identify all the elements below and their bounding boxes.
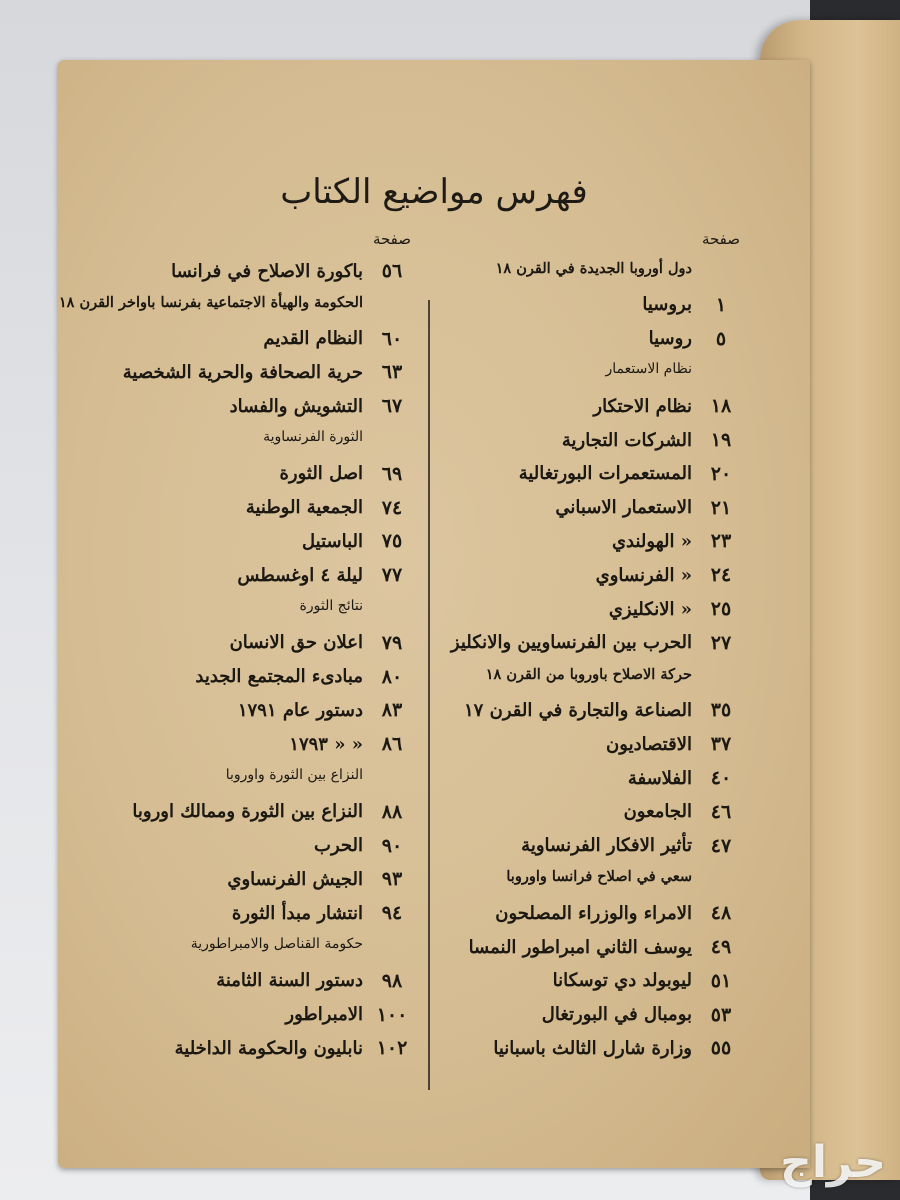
toc-page-number: ١٠٢ (376, 1037, 408, 1060)
toc-page-number: ٨٣ (381, 699, 403, 722)
toc-entry (75, 361, 415, 383)
toc-entry-title: بروسيا (642, 294, 692, 316)
toc-page-number: ٤٨ (710, 902, 732, 925)
toc-entry (75, 328, 415, 350)
toc-entry-title: حرية الصحافة والحرية الشخصية (122, 361, 363, 383)
toc-page-number: ٣٧ (710, 733, 732, 756)
toc-entry (424, 699, 744, 721)
toc-entry-title: انتشار مبدأ الثورة (231, 902, 363, 924)
toc-entry (75, 699, 415, 721)
toc-entry-title: المستعمرات البورتغالية (518, 463, 692, 485)
toc-entry (75, 1004, 415, 1026)
toc-entry (75, 530, 415, 552)
toc-entry-title: ليوبولد دي توسكانا (552, 970, 692, 992)
toc-entry-title: نتائج الثورة (299, 598, 363, 614)
toc-entry-title: الحكومة والهيأة الاجتماعية بفرنسا باواخر القرن ١٨ (58, 293, 363, 311)
toc-entry-title: الحرب (314, 835, 363, 857)
toc-entry-title: سعي في اصلاح فرانسا واوروبا (506, 868, 692, 886)
toc-page-number: ٨٦ (381, 733, 403, 756)
toc-entry-title: دستور عام ١٧٩١ (237, 699, 363, 721)
toc-right-column (424, 230, 744, 1060)
toc-entry (75, 632, 415, 654)
toc-page-number: ٢١ (710, 496, 732, 519)
toc-entry (75, 1037, 415, 1059)
toc-entry (75, 463, 415, 485)
toc-page-number: ٢٣ (710, 530, 732, 553)
toc-entry-title: الاستعمار الاسباني (555, 497, 692, 519)
toc-entry (424, 1037, 744, 1059)
toc-page-number: ٥١ (710, 969, 732, 992)
watermark-logo: حراج (780, 1137, 886, 1188)
toc-entry (75, 868, 415, 890)
toc-entry-title: الفلاسفة (627, 767, 692, 789)
toc-entry (75, 835, 415, 857)
toc-entry (75, 970, 415, 992)
toc-entry-title: الشركات التجارية (561, 429, 692, 451)
toc-entry (424, 294, 744, 316)
toc-page-number: ٥ (715, 327, 727, 350)
toc-entry-title: وزارة شارل الثالث باسبانيا (493, 1037, 692, 1059)
toc-page-number: ٨٠ (381, 665, 403, 688)
toc-entry (424, 936, 744, 958)
toc-entry (75, 564, 415, 586)
toc-entry-title: باكورة الاصلاح في فرانسا (171, 260, 363, 282)
toc-page-number: ٦٧ (381, 395, 403, 418)
toc-page-number: ٢٤ (710, 564, 732, 587)
toc-entry (424, 395, 744, 417)
toc-entry-title: الامراء والوزراء المصلحون (495, 902, 692, 924)
toc-entry (424, 666, 744, 683)
toc-entry (75, 497, 415, 519)
toc-entry (75, 666, 415, 688)
toc-entry (424, 463, 744, 485)
toc-entry-title: الحرب بين الفرنساويين والانكليز (450, 632, 692, 654)
toc-entry (424, 497, 744, 519)
toc-entry (424, 835, 744, 857)
toc-page-number: ١٩ (710, 429, 732, 451)
toc-page-number: ٢٥ (710, 598, 732, 620)
toc-entry-title: دول أوروبا الجديدة في القرن ١٨ (495, 260, 692, 277)
toc-entry (75, 598, 415, 614)
toc-entry-title: التشويش والفساد (229, 395, 363, 417)
toc-entry-title: « الهولندي (611, 530, 692, 552)
toc-page-number: ٧٩ (381, 631, 403, 654)
toc-entry (75, 395, 415, 417)
toc-page-number: ٧٥ (381, 530, 403, 553)
toc-entry (424, 632, 744, 654)
toc-entry (75, 767, 415, 783)
page-title: فهرس مواضيع الكتاب (280, 172, 588, 212)
toc-entry-title: الجامعون (623, 801, 692, 823)
toc-page-number: ٩٨ (381, 969, 403, 992)
toc-page-number: ١٨ (710, 395, 732, 418)
toc-entry (75, 902, 415, 924)
toc-entry-title: الصناعة والتجارة في القرن ١٧ (464, 699, 692, 721)
toc-entry (424, 328, 744, 350)
toc-entry-title: النزاع بين الثورة وممالك اوروبا (132, 801, 363, 823)
toc-page-number: ٦٣ (381, 361, 403, 384)
toc-entry (75, 936, 415, 952)
toc-entry (424, 733, 744, 755)
toc-entry-title: الباستيل (302, 530, 363, 552)
toc-entry (424, 598, 744, 620)
toc-entry-title: اعلان حق الانسان (229, 632, 363, 654)
toc-entry-title: الثورة الفرنساوية (263, 429, 363, 445)
toc-page-number: ١ (715, 293, 727, 316)
toc-entry-title: « الانكليزي (608, 598, 692, 620)
toc-entry (75, 429, 415, 445)
toc-page-number: ٩٠ (381, 834, 403, 857)
toc-entry-title: الامبراطور (285, 1004, 363, 1026)
toc-entry-title: حركة الاصلاح باوروبا من القرن ١٨ (485, 665, 692, 683)
toc-page-number: ٥٥ (710, 1037, 732, 1060)
toc-page-number: ٧٧ (381, 564, 403, 587)
toc-entry (424, 564, 744, 586)
toc-page-number: ٧٤ (381, 496, 403, 519)
toc-entry (75, 733, 415, 755)
toc-entry (424, 767, 744, 789)
page-header-label: صفحة (701, 230, 740, 248)
toc-entry-title: النزاع بين الثورة واوروبا (225, 767, 363, 783)
toc-page-number: ٢٠ (710, 462, 732, 485)
toc-entry-title: نابليون والحكومة الداخلية (174, 1037, 363, 1059)
toc-entry (424, 902, 744, 924)
toc-entry (424, 361, 744, 377)
toc-entry-title: بومبال في البورتغال (541, 1004, 692, 1026)
toc-entry-title: تأثير الافكار الفرنساوية (521, 835, 692, 857)
toc-entry-title: « « ١٧٩٣ (289, 733, 363, 755)
toc-entry (75, 260, 415, 282)
toc-entry (424, 260, 744, 277)
toc-entry (424, 1004, 744, 1026)
toc-entry-title: اصل الثورة (279, 463, 363, 485)
toc-left-column (58, 230, 415, 1060)
toc-page-number: ٥٣ (710, 1003, 732, 1026)
toc-entry-title: حكومة القناصل والامبراطورية (190, 936, 363, 952)
toc-page-number: ٩٤ (381, 902, 403, 925)
toc-entry-title: روسيا (648, 328, 692, 350)
toc-entry (58, 293, 415, 311)
toc-entry-title: دستور السنة الثامنة (216, 970, 363, 992)
toc-page-number: ٦٩ (381, 462, 403, 485)
toc-page-number: ٤٦ (710, 800, 732, 823)
toc-entry-title: « الفرنساوي (595, 564, 692, 586)
toc-entry-title: يوسف الثاني امبراطور النمسا (468, 936, 692, 958)
toc-entry (424, 970, 744, 992)
toc-entry (75, 801, 415, 823)
toc-entry-title: نظام الاحتكار (593, 395, 692, 417)
toc-entry-title: الاقتصاديون (606, 733, 692, 755)
toc-entry (424, 801, 744, 823)
toc-page-number: ١٠٠ (376, 1003, 408, 1026)
toc-entry (424, 429, 744, 451)
toc-entry-title: ليلة ٤ اوغسطس (237, 564, 363, 586)
book-page (58, 60, 810, 1168)
toc-page-number: ٤٧ (710, 834, 732, 857)
toc-page-number: ٤٩ (710, 936, 732, 958)
toc-entry (424, 530, 744, 552)
toc-entry-title: الجيش الفرنساوي (227, 868, 363, 890)
toc-page-number: ٨٨ (381, 800, 403, 823)
toc-page-number: ٣٥ (710, 699, 732, 722)
page-header-label: صفحة (372, 230, 411, 248)
toc-entry (424, 868, 744, 885)
toc-page-number: ٢٧ (710, 631, 732, 654)
toc-page-number: ٦٠ (381, 327, 403, 350)
toc-page-number: ٥٦ (381, 260, 403, 282)
toc-page-number: ٩٣ (381, 868, 403, 891)
toc-entry-title: الجمعية الوطنية (245, 497, 363, 519)
toc-entry-title: مبادىء المجتمع الجديد (195, 666, 363, 688)
toc-entry-title: نظام الاستعمار (605, 361, 692, 378)
toc-page-number: ٤٠ (710, 767, 732, 789)
toc-entry-title: النظام القديم (263, 328, 363, 350)
